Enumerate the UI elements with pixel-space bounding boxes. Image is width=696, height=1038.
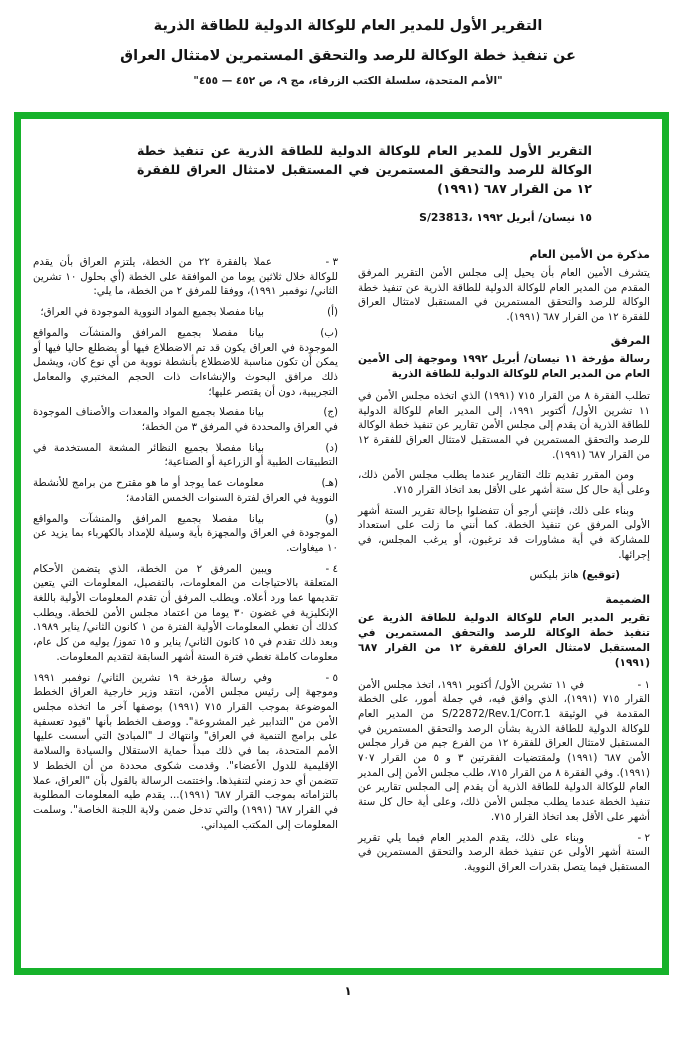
report-title: التقرير الأول للمدير العام للوكالة الدولية للطاقة الذرية عن تنفيذ خطة الوكالة للرصد والتحقق المستمرين في المستقبل لامتثال العراق للفقرة ١٢ من القرار ٦٨٧ (١٩٩١) <box>137 143 592 196</box>
paragraph-marker: ٥ - <box>325 671 338 684</box>
column-left <box>33 255 338 881</box>
paragraph-text: ويبين المرفق ٢ من الخطة، الذي يتضمن الأحكام المتعلقة بالاحتياجات من المعلومات، بالتفصيل، المعلومات التي يتعين تقديمها عما ورد أعلاه. ويطلب المرفق أن تقدم المعلومات الأولية باللغة الإنكليزية في غضون ٣٠ يوما من اعتماد مجلس الأمن للخطة. ويطلب كذلك أن تغطي المعلومات الأولية الفترة من ١ كانون الثاني/ يناير ١٩٨٩. وبعد ذلك تقدم في ١٥ كانون الثاني/ يناير و ١٥ تموز/ يوليه من كل عام، معلومات كاملة تغطي فترة الستة أشهر السابقة لتقديم المعلومات. <box>33 562 338 663</box>
list-item-marker: (و) <box>324 512 338 525</box>
numbered-paragraph-3 <box>33 255 338 299</box>
paragraph-marker: ٤ - <box>325 562 338 575</box>
header-title-line-2: عن تنفيذ خطة الوكالة للرصد والتحقق المستمرين لامتثال العراق <box>120 48 576 64</box>
document-columns <box>33 239 650 881</box>
paragraph-text: وفي رسالة مؤرخة ١٩ تشرين الثاني/ نوفمبر ١٩٩١ وموجهة إلى رئيس مجلس الأمن، انتقد وزير خارجية العراق الخطط الموضوعة بموجب القرار ٧١٥ (١٩٩١) بوصفها آخر ما اتخذه مجلس الأمن من "التدابير غير المشروعة". ووصف الخطط بأنها "قيود تعسفية على برامج التنمية في العراق" وانتهاك لـ "المبادئ التي أسست عليها الأمم المتحدة، بما في ذلك مبدأ حماية الاستقلال والسيادة والسلامة الإقليمية للدول الأعضاء". وقدمت شكوى محددة من أن الخطط لا تتضمن أي حد زمني لتنفيذها. واختتمت الرسالة بالقول بأن "العراق، عملا بالتزاماته بموجب القرار ٦٨٧ (١٩٩١)... يقدم طيه المعلومات المطلوبة في القرار ٦٨٧ (١٩٩١) والتي تدخل ضمن ولاية اللجنة الخاصة". وسلمت المعلومات إلى المكتب الميداني. <box>33 671 338 831</box>
list-item <box>33 326 338 400</box>
list-item <box>33 441 338 470</box>
list-item-marker: (أ) <box>327 306 338 319</box>
list-item-text: بيانا مفصلا بجميع المرافق والمنشآت والمواقع الموجودة في العراق والمجهزة بأية وسيلة للإمداد بالكهرباء بما يزيد عن ١٠ ميغاوات. <box>33 512 338 554</box>
list-item <box>33 405 338 434</box>
annex-paragraph-2: ومن المقرر تقديم تلك التقارير عندما يطلب مجلس الأمن ذلك، وعلى أية حال كل ستة أشهر على الأقل بعد اتخاذ القرار ٧١٥. <box>358 469 650 497</box>
signature-name: هانز بليكس <box>529 568 579 581</box>
list-item-text: معلومات عما يوجد أو ما هو مقترح من برامج للأنشطة النووية في العراق لفترة السنوات الخمس القادمة؛ <box>33 477 338 504</box>
page-header <box>0 0 696 87</box>
enclosure-title: تقرير المدير العام للوكالة الدولية للطاقة الذرية عن تنفيذ خطة الوكالة للرصد والتحقق المستمرين في المستقبل لامتثال العراق للفقرة ١٢ من القرار ٦٨٧ (١٩٩١) <box>358 611 650 669</box>
document-reference: S/23813، ١٥ نيسان/ أبريل ١٩٩٢ <box>419 211 592 224</box>
list-item <box>33 305 338 320</box>
numbered-paragraph-5 <box>33 671 338 833</box>
list-item-text: بيانا مفصلا بجميع النظائر المشعة المستخدمة في التطبيقات الطبية أو الزراعية أو الصناعية؛ <box>33 441 338 469</box>
list-item-marker: (ب) <box>320 326 338 339</box>
column-right <box>358 239 650 881</box>
enclosure-heading: الضميمة <box>605 592 650 606</box>
header-source-line: "الأمم المتحدة، سلسلة الكتب الزرقاء، مج ٩، ص ٤٥٢ — ٤٥٥" <box>193 75 503 87</box>
list-item <box>33 512 338 556</box>
list-item-marker: (د) <box>325 441 338 454</box>
annex-heading: المرفق <box>610 333 650 347</box>
paragraph-text: في ١١ تشرين الأول/ أكتوبر ١٩٩١، اتخذ مجلس الأمن القرار ٧١٥ (١٩٩١)، الذي وافق فيه، في جملة أمور، على الخطة المقدمة في الوثيقة S/22872/Rev.1/Corr.1 من المدير العام للوكالة الدولية للطاقة الذرية بشأن الرصد والتحقق المستمرين في المستقبل لامتثال العراق للفقرة ١٢ من الفرع جيم من قرار مجلس الأمن ٦٨٧ (١٩٩١) ولمقتضيات الفقرتين ٣ و ٥ من القرار ٧٠٧ (١٩٩١). وفي الفقرة ٨ من القرار ٧١٥، طلب مجلس الأمن إلى المدير العام للوكالة الدولية للطاقة الذرية أن يقدم إلى المجلس تقارير عن تنفيذ الخطة عندما يطلب مجلس الأمن ذلك، وعلى أية حال كل ستة أشهر على الأقل بعد اتخاذ القرار ٧١٥. <box>358 678 650 823</box>
page-number: ١ <box>344 984 352 998</box>
numbered-paragraph-4 <box>33 562 338 665</box>
annex-paragraph-1: تطلب الفقرة ٨ من القرار ٧١٥ (١٩٩١) الذي اتخذه مجلس الأمن في ١١ تشرين الأول/ أكتوبر ١٩٩١، إلى المدير العام للوكالة الدولية للطاقة الذرية أن يقدم إلى مجلس الأمن تقارير عن تنفيذ خطة الوكالة للرصد والتحقق المستمرين في المستقبل لامتثال العراق للفقرة ١٢ من القرار ٦٨٧ (١٩٩١). <box>358 389 650 461</box>
paragraph-marker: ٢ - <box>637 831 650 844</box>
header-title-line-1: التقرير الأول للمدير العام للوكالة الدولية للطاقة الذرية <box>153 18 543 34</box>
paragraph-marker: ١ - <box>637 678 650 691</box>
note-heading: مذكرة من الأمين العام <box>529 248 650 261</box>
annex-paragraph-3: وبناء على ذلك، فإنني أرجو أن تتفضلوا بإحالة تقرير الستة أشهر الأولى المرفق عن تنفيذ الخطة. كما أنني ما زلت على استعداد للمشاركة في أية مشاورات قد ترغبون، أو يرغب المجلس، في إجرائها. <box>358 504 650 561</box>
annex-title: رسالة مؤرخة ١١ نيسان/ أبريل ١٩٩٢ وموجهة إلى الأمين العام من المدير العام للوكالة الدولية للطاقة الذرية <box>358 352 650 380</box>
enclosure-paragraph-2 <box>358 831 650 875</box>
enclosure-paragraph-1 <box>358 678 650 825</box>
list-item-text: بيانا مفصلا بجميع المواد والمعدات والأصناف الموجودة في العراق والمحددة في المرفق ٣ من الخطة؛ <box>33 406 338 434</box>
list-item-text: بيانا مفصلا بجميع المواد النووية الموجودة في العراق؛ <box>40 306 264 319</box>
list-item-marker: (ج) <box>323 406 338 419</box>
paragraph-text: عملا بالفقرة ٢٢ من الخطة، يلتزم العراق بأن يقدم للوكالة خلال ثلاثين يوما من الموافقة على الخطة (أي بحلول ١٠ تشرين الثاني/ نوفمبر ١٩٩١)، ووفقا للمرفق ٢ من الخطة، ما يلي: <box>33 256 338 298</box>
signature-label: (توقيع) <box>581 568 620 581</box>
document-frame <box>14 112 669 975</box>
paragraph-marker: ٣ - <box>325 256 338 268</box>
list-item-marker: (هـ) <box>321 477 338 490</box>
list-item-text: بيانا مفصلا بجميع المرافق والمنشآت والمواقع الموجودة في العراق يكون قد تم الاضطلاع فيها أو يضطلع حاليا فيها أو يمكن أن تكون مناسبة للاضطلاع بأنشطة نووية من أي نوع كان، ويشمل ذلك مرافق البحوث والإنشاءات ذات الحجم المختبري والمعامل التجريبية، دون أن يقتصر عليها؛ <box>33 326 338 398</box>
note-paragraph: يتشرف الأمين العام بأن يحيل إلى مجلس الأمن التقرير المرفق المقدم من المدير العام للوكالة الدولية للطاقة الذرية عن تنفيذ خطة الوكالة للرصد والتحقق المستمرين في المستقبل لامتثال العراق للفقرة ١٢ من القرار ٦٨٧ (١٩٩١). <box>358 267 650 324</box>
list-item <box>33 476 338 505</box>
signature <box>358 569 620 581</box>
paragraph-text: وبناء على ذلك، يقدم المدير العام فيما يلي تقرير الستة أشهر الأولى عن تنفيذ خطة الرصد والتحقق المستمرين في المستقبل فيما يتصل بقدرات العراق النووية. <box>358 831 650 873</box>
